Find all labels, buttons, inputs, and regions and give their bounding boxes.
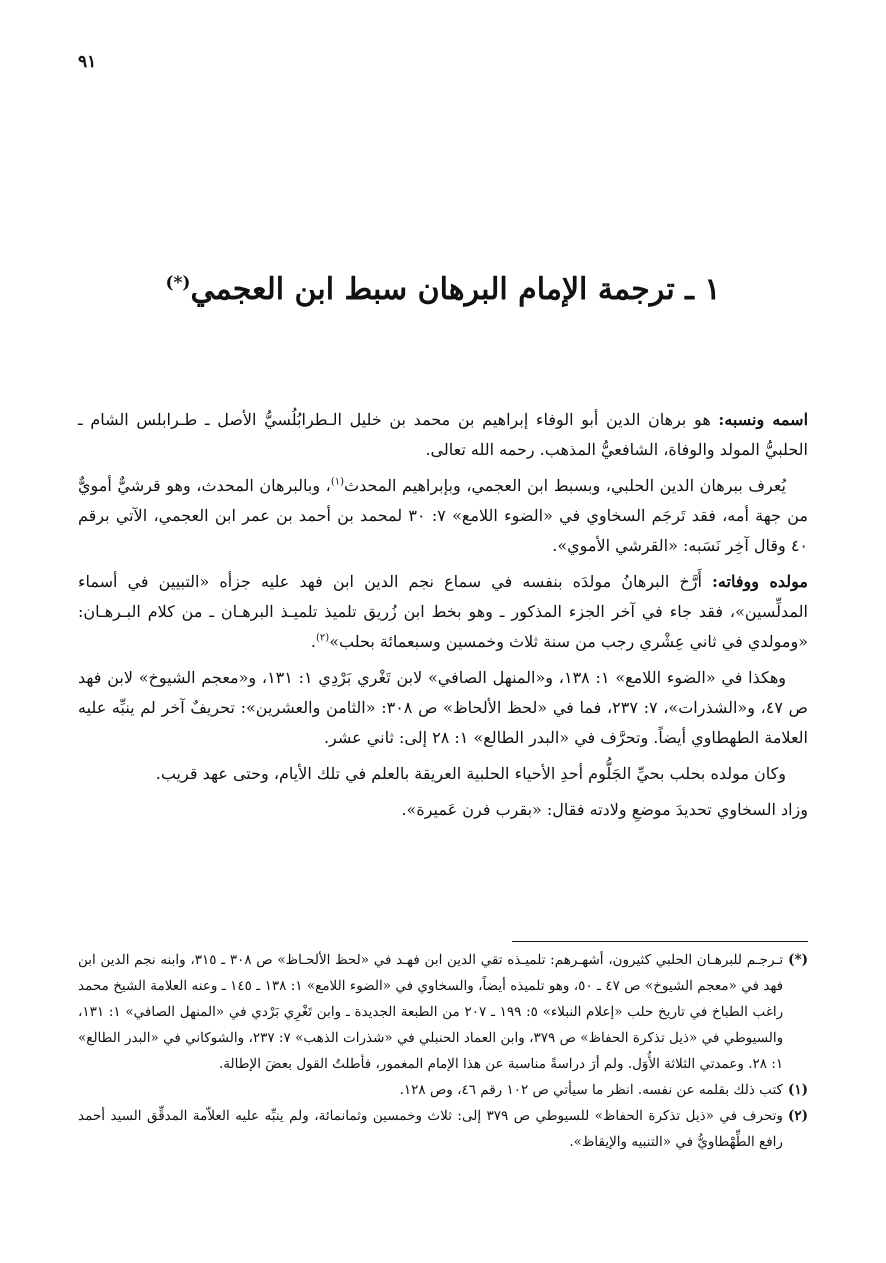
paragraph-name-lineage — [78, 405, 808, 465]
footnote-mark: (١) — [787, 1082, 808, 1098]
paragraph-text: . — [310, 632, 317, 651]
chapter-title — [60, 272, 826, 307]
footnote-mark: (٢) — [787, 1108, 808, 1124]
paragraph-known-as — [78, 471, 808, 561]
section-label-name: اسمه ونسبه: — [718, 410, 809, 429]
paragraph-birthplace-detail: وزاد السخاوي تحديدَ موضعِ ولادته فقال: «بقرب فرن عَميرة». — [401, 800, 808, 819]
footnote-divider — [512, 941, 808, 942]
main-text — [78, 405, 808, 831]
footnote-ref-2: (٢) — [316, 632, 330, 644]
footnote-2 — [78, 1103, 808, 1155]
page-number: ٩١ — [78, 52, 97, 72]
section-label-birth: مولده ووفاته: — [712, 572, 808, 591]
footnote-text: تـرجـم للبرهـان الحلبي كثيرون، أشهـرهم: تلميـذه تقي الدين ابن فهـد في «لحظ الألحـاظ» ص ٣٠٨ ـ ٣١٥، وابنه نجم الدين ابن فهد في «معجم الشيوخ» ص ٤٧ ـ ٥٠، وهو تلميذه أيضاً، والسخاوي في «الضوء اللامع» ١: ١٣٨ ـ ١٤٥ ـ وعنه العلامة الشيخ محمد راغب الطباخ في تاريخ حلب «إعلام النبلاء» ٥: ١٩٩ ـ ٢٠٧ من الطبعة الجديدة ـ وابن تَغْرِي بَرْدي في «المنهل الصافي» ١: ١٣١، والسيوطي في «ذيل تذكرة الحفاظ» ص ٣٧٩، وابن العماد الحنبلي في «شذرات الذهب» ٧: ٢٣٧، والشوكاني في «البدر الطالع» ١: ٢٨. وعمدتي الثلاثة الأُوَل. ولم أرَ دراسةً مناسبة عن هذا الإمام المغمور، فأطلتُ القول بعضَ الإطالة. — [78, 952, 784, 1072]
chapter-title-text: ١ ـ ترجمة الإمام البرهان سبط ابن العجمي — [190, 272, 721, 307]
footnote-mark: (*) — [788, 952, 808, 968]
paragraph-text: أَرَّخ البرهانُ مولدَه بنفسه في سماع نجم الدين ابن فهد عليه جزأه «التبيين في أسماء المدلِّسين»، فقد جاء في آخر الجزء المذكور ـ وهو بخط ابن زُريق تلميذ تلميـذ البرهـان ـ من كلام البـرهـان: «ومولدي في ثاني عِشْري رجب من سنة ثلاث وخمسين وسبعمائة بحلب» — [78, 572, 808, 651]
footnote-star — [78, 947, 808, 1077]
paragraph-sources: وهكذا في «الضوء اللامع» ١: ١٣٨، و«المنهل الصافي» لابن تَغْري بَرْدِي ١: ١٣١، و«معجم الشيوخ» لابن فهد ص ٤٧، و«الشذرات»، ٧: ٢٣٧، فما في «لحظ الألحاظ» ص ٣٠٨: «الثامن والعشرين»: تحريفٌ آخر لم ينبِّه عليه العلامة الطهطاوي أيضاً. وتحرَّف في «البدر الطالع» ١: ٢٨ إلى: ثاني عشر. — [78, 668, 809, 747]
paragraph-birthplace: وكان مولده بحلب بحيِّ الجَلُّوم أحدِ الأحياء الحلبية العريقة بالعلم في تلك الأيام، وحتى عهد قريب. — [155, 764, 786, 783]
footnotes — [78, 947, 808, 1155]
paragraph-text: يُعرف ببرهان الدين الحلبي، وبسبط ابن العجمي، وبإبراهيم المحدث — [344, 476, 787, 495]
footnote-text: كتب ذلك بقلمه عن نفسه. انظر ما سيأتي ص ١٠٢ رقم ٤٦، وص ١٢٨. — [399, 1082, 783, 1098]
footnote-1 — [78, 1077, 808, 1103]
footnote-text: وتحرف في «ذيل تذكرة الحفاظ» للسيوطي ص ٣٧٩ إلى: ثلاث وخمسين وثمانمائة، ولم ينبِّه عليه العلاّمة المدقِّق السيد أحمد رافع الطِّهْطاويُّ في «التنبيه والإيقاظ». — [78, 1108, 783, 1150]
paragraph-birth-death — [78, 567, 808, 657]
footnote-ref-1: (١) — [330, 476, 345, 488]
paragraph-text: ، وبالبرهان المحدث، وهو قرشيٌّ أمويٌّ من جهة أمه، فقد تَرجَم السخاوي في «الضوء اللامع» ٧: ٣٠ لمحمد بن أحمد بن عمر ابن العجمي، الآتي برقم ٤٠ وقال آخِر نَسَبه: «القرشي الأموي». — [78, 476, 808, 555]
chapter-title-footnote-mark: (*) — [165, 273, 191, 293]
paragraph-text: هو برهان الدين أبو الوفاء إبراهيم بن محمد بن خليل الـطرابُلُسيُّ الأصل ـ طـرابلس الشام ـ الحلبيُّ المولد والوفاة، الشافعيُّ المذهب. رحمه الله تعالى. — [78, 410, 808, 459]
